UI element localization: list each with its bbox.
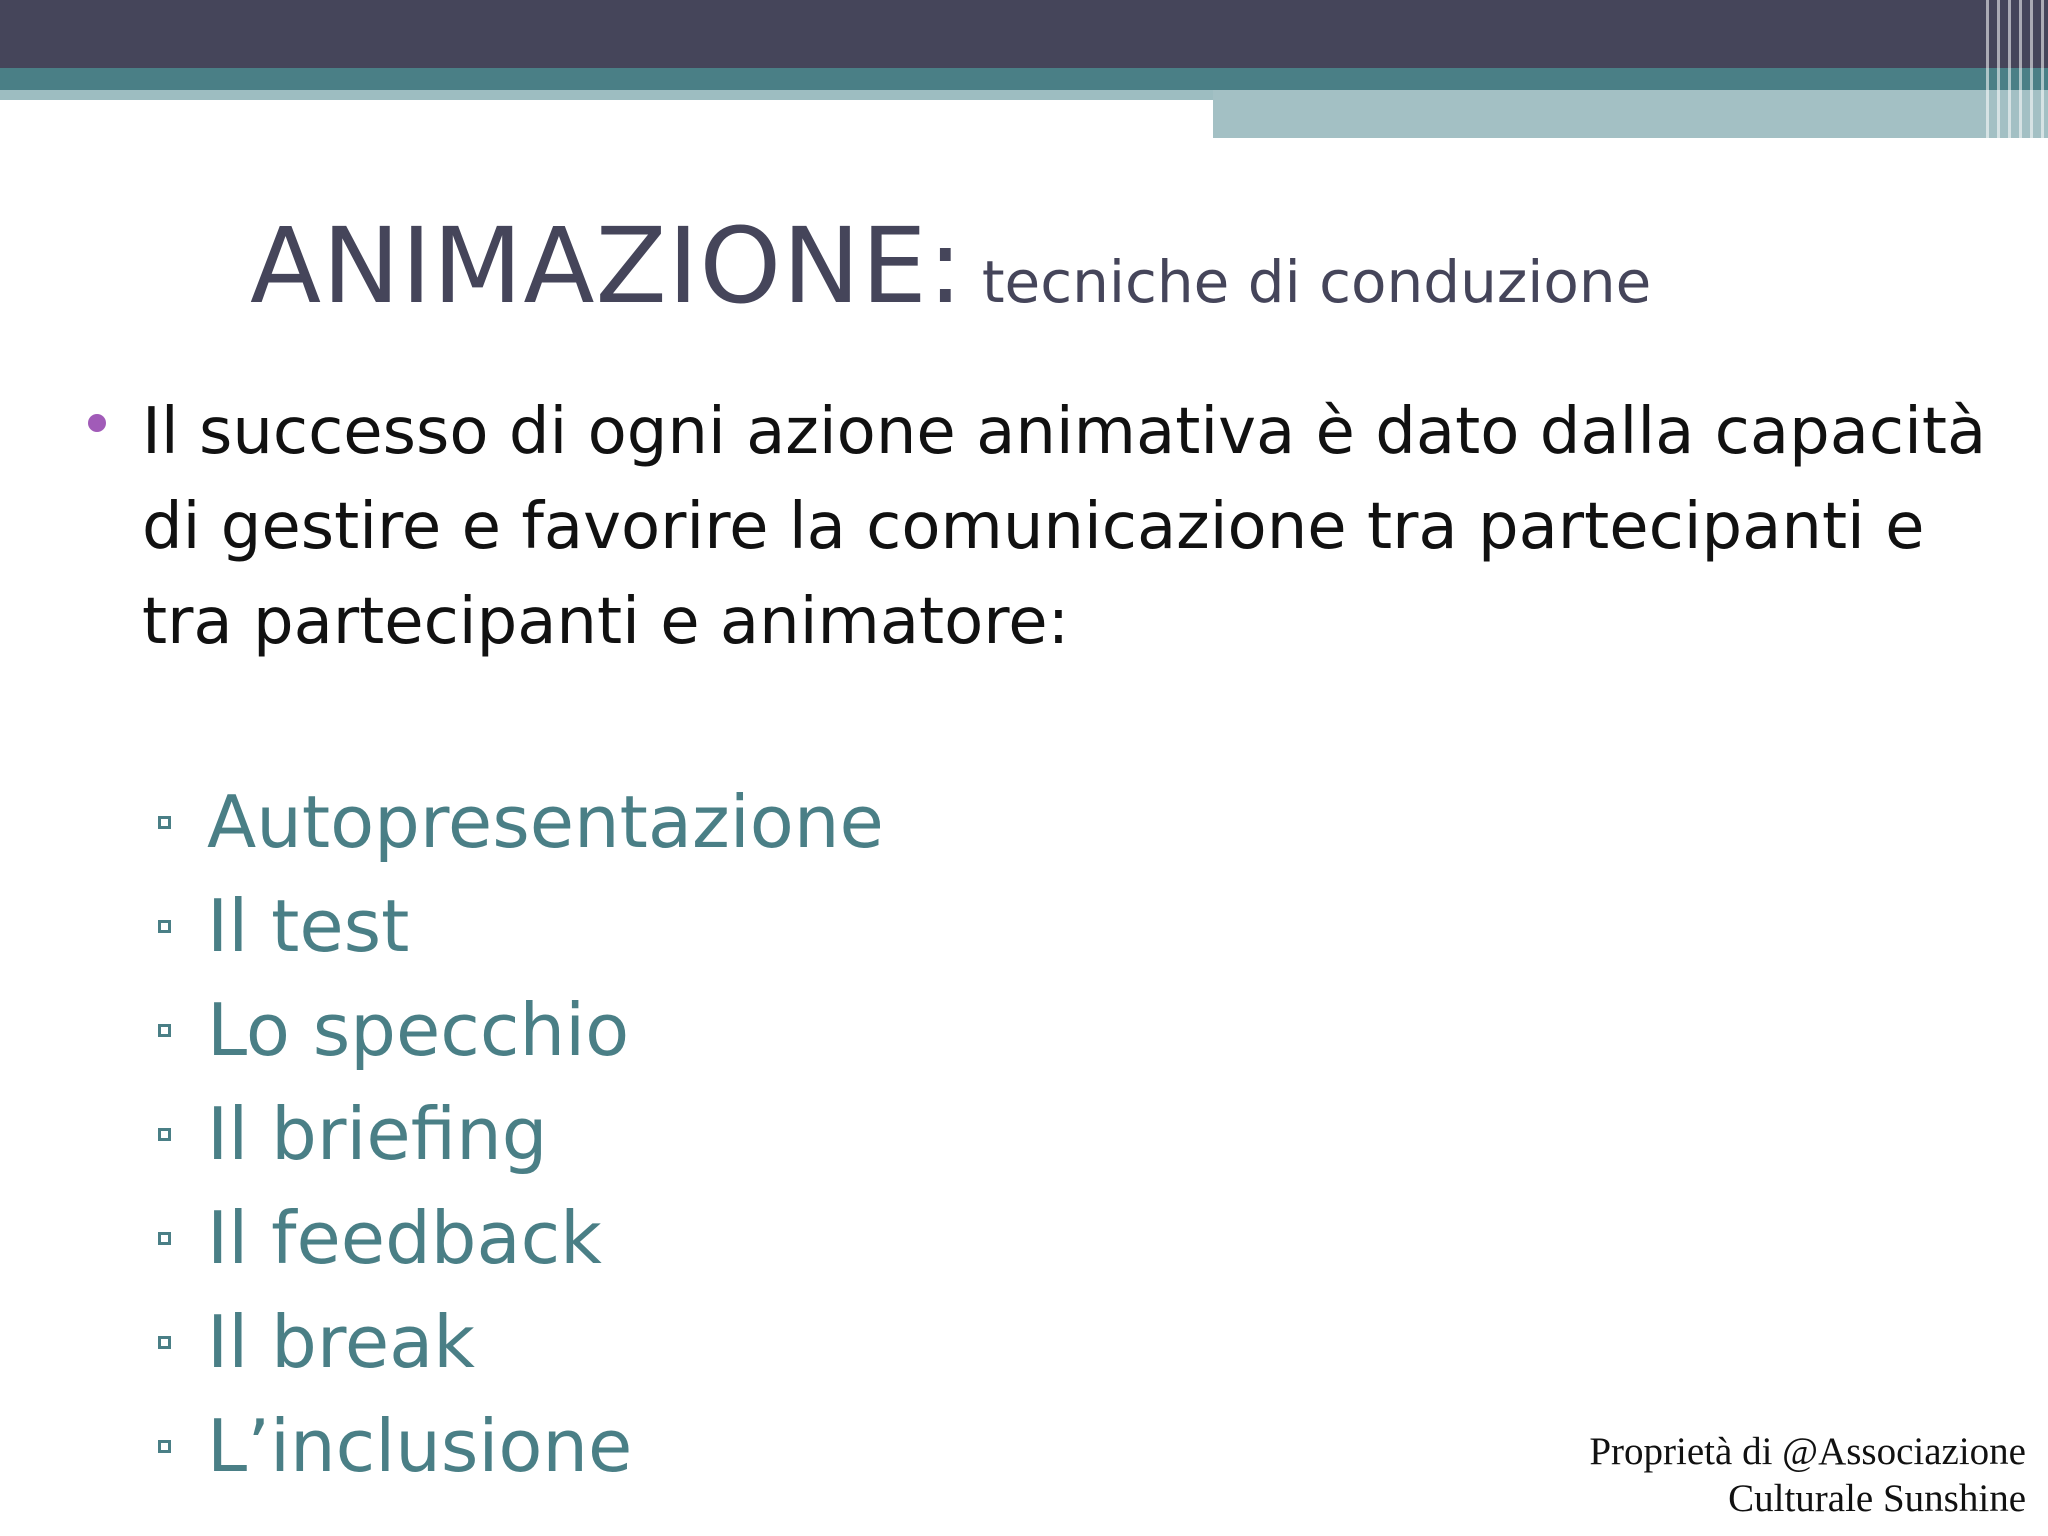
list-item-label: Autopresentazione — [207, 780, 884, 864]
list-item-label: Il break — [207, 1300, 475, 1384]
footer-line-1: Proprietà di @Associazione — [1589, 1430, 2026, 1473]
square-bullet-icon — [158, 1440, 171, 1453]
list-item — [158, 1290, 884, 1394]
header-bar-pale — [1213, 90, 2048, 138]
list-item — [158, 1186, 884, 1290]
slide-title — [250, 205, 1900, 327]
header-bar-teal — [0, 68, 2048, 90]
bullet-dot — [88, 414, 106, 432]
list-item-label: Lo specchio — [207, 988, 630, 1072]
slide-title-main: ANIMAZIONE: — [250, 205, 964, 327]
square-bullet-icon — [158, 1128, 171, 1141]
list-item — [158, 1082, 884, 1186]
header-bar-dark — [0, 0, 2048, 68]
list-item — [158, 1394, 884, 1498]
list-item-label: L’inclusione — [207, 1404, 633, 1488]
copyright-footer — [1589, 1428, 2026, 1522]
footer-line-2: Culturale Sunshine — [1728, 1477, 2026, 1520]
square-bullet-icon — [158, 1232, 171, 1245]
square-bullet-icon — [158, 1336, 171, 1349]
list-item — [158, 874, 884, 978]
main-paragraph: Il successo di ogni azione animativa è dato dalla capacità di gestire e favorire la comunicazione tra partecipanti e tra partecipanti e animatore: — [142, 395, 1987, 659]
list-item — [158, 978, 884, 1082]
square-bullet-icon — [158, 1024, 171, 1037]
technique-list — [158, 770, 884, 1498]
list-item-label: Il briefing — [207, 1092, 548, 1176]
list-item — [158, 770, 884, 874]
header-edge-lines — [1986, 0, 2048, 138]
square-bullet-icon — [158, 816, 171, 829]
list-item-label: Il feedback — [207, 1196, 602, 1280]
slide-title-sub: tecniche di conduzione — [981, 248, 1652, 316]
header-bar-light-teal — [0, 90, 1213, 100]
square-bullet-icon — [158, 920, 171, 933]
list-item-label: Il test — [207, 884, 410, 968]
